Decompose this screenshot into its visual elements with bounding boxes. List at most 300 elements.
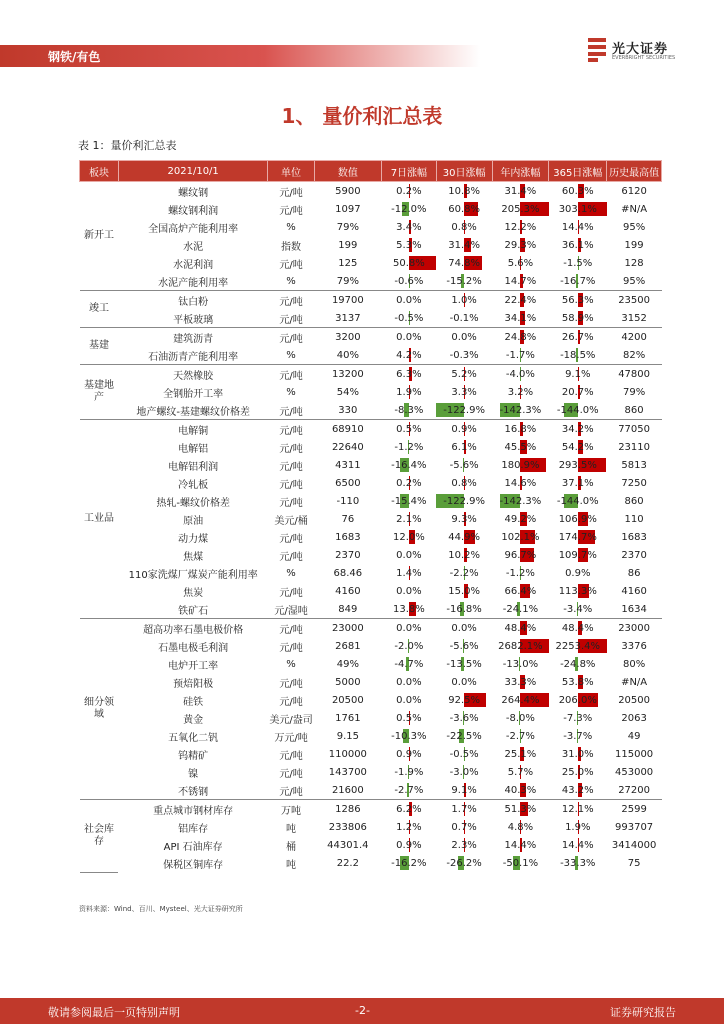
change-cell (382, 200, 437, 218)
historical-high-cell: 23000 (607, 619, 662, 638)
historical-high-cell: 128 (624, 257, 644, 269)
change-cell (382, 781, 437, 800)
change-cell (382, 818, 437, 836)
table-row (80, 836, 662, 854)
change-cell (382, 691, 437, 709)
change-value: -8.3% (394, 404, 424, 416)
table-row (80, 420, 662, 439)
item-name-cell: API 石油库存 (163, 841, 223, 853)
category-cell: 新开工 (80, 182, 119, 291)
change-cell (492, 564, 549, 582)
table-row (80, 492, 662, 510)
change-cell (436, 637, 492, 655)
change-cell (492, 836, 549, 854)
change-value: -0.3% (449, 349, 479, 361)
change-value: 1.9% (565, 821, 591, 833)
value-cell: 1761 (335, 712, 361, 724)
change-cell (549, 836, 607, 854)
unit-cell: 元/吨 (279, 587, 303, 599)
change-value: 92.5% (448, 694, 480, 706)
header-cell: 30日涨幅 (436, 161, 492, 182)
change-value: 14.4% (504, 839, 537, 851)
historical-high-cell: 5813 (621, 459, 647, 471)
item-name-cell: 平板玻璃 (173, 314, 214, 326)
change-cell (382, 346, 437, 365)
brand-subtitle: EVERBRIGHT SECURITIES (612, 55, 676, 61)
change-value: 206.0% (558, 694, 597, 706)
value-cell: 40% (336, 349, 359, 361)
change-value: 106.9% (558, 513, 597, 525)
value-cell: 4160 (335, 585, 361, 597)
change-value: 48.4% (504, 622, 537, 634)
change-value: 10.8% (448, 185, 480, 197)
section-label: 钢铁/有色 (48, 50, 101, 64)
change-value: 51.3% (504, 803, 537, 815)
table-body (80, 182, 662, 873)
value-cell: 68910 (314, 420, 381, 439)
change-cell (382, 564, 437, 582)
change-cell (436, 383, 492, 401)
change-value: 0.0% (396, 694, 422, 706)
table-row (80, 401, 662, 420)
table-row (80, 438, 662, 456)
change-cell (549, 182, 607, 201)
table-row (80, 691, 662, 709)
change-value: -2.0% (394, 640, 424, 652)
table-row (80, 309, 662, 328)
unit-cell: 美元/桶 (274, 515, 308, 527)
unit-cell: 元/吨 (279, 406, 303, 418)
change-cell (492, 727, 549, 745)
header-cell: 历史最高值 (607, 161, 662, 182)
value-cell: 125 (338, 257, 358, 269)
table-row (80, 272, 662, 291)
change-cell (382, 328, 437, 347)
table-row (80, 564, 662, 582)
historical-high-cell: 49 (627, 730, 641, 742)
change-value: -144.0% (556, 495, 599, 507)
change-value: 33.3% (504, 676, 537, 688)
change-cell (382, 254, 437, 272)
change-cell (549, 309, 607, 328)
change-value: 49.2% (504, 513, 537, 525)
change-value: 5.7% (507, 766, 534, 778)
historical-high-cell: 993707 (615, 821, 654, 833)
header-cell: 单位 (268, 161, 314, 182)
change-value: 303.1% (558, 203, 597, 215)
unit-cell: 指数 (281, 241, 302, 253)
change-cell (436, 438, 492, 456)
change-cell (549, 218, 607, 236)
historical-high-cell: 453000 (615, 766, 654, 778)
unit-cell: 万吨 (268, 800, 314, 819)
change-value: -2.7% (505, 730, 535, 742)
change-cell (549, 673, 607, 691)
change-cell (436, 763, 492, 781)
value-cell: 5000 (335, 676, 361, 688)
change-value: -5.6% (449, 640, 479, 652)
change-cell (436, 854, 492, 872)
table-row (80, 800, 662, 819)
value-cell: 79% (336, 221, 359, 233)
category-cell: 细分领域 (80, 619, 119, 800)
change-cell (492, 383, 549, 401)
change-cell (382, 456, 437, 474)
change-value: -24.8% (560, 658, 596, 670)
table-row (80, 182, 662, 201)
table-row (80, 818, 662, 836)
change-cell (436, 492, 492, 510)
table-row (80, 218, 662, 236)
change-value: -16.2% (391, 857, 427, 869)
change-value: -2.7% (394, 784, 424, 796)
change-value: 0.0% (451, 331, 477, 343)
change-cell (382, 236, 437, 254)
historical-high-cell: 27200 (618, 784, 650, 796)
table-row (80, 510, 662, 528)
change-cell (549, 637, 607, 655)
change-value: -2.2% (449, 567, 479, 579)
change-cell (382, 546, 437, 564)
change-cell (382, 272, 437, 291)
change-value: 26.7% (561, 331, 594, 343)
change-cell (492, 854, 549, 872)
change-cell (492, 781, 549, 800)
change-value: 12.1% (561, 803, 594, 815)
item-name-cell: 全国高炉产能利用率 (148, 223, 239, 235)
change-value: 13.8% (392, 603, 425, 615)
change-cell (549, 401, 607, 420)
change-cell (549, 420, 607, 439)
change-cell (436, 365, 492, 384)
item-name-cell: 镍 (188, 768, 199, 780)
change-cell (436, 309, 492, 328)
unit-cell: 桶 (286, 841, 297, 853)
change-value: -13.0% (502, 658, 539, 670)
change-cell (492, 254, 549, 272)
unit-cell: 元/吨 (279, 768, 303, 780)
change-cell (492, 745, 549, 763)
change-cell (492, 582, 549, 600)
item-name-cell: 重点城市钢材库存 (118, 800, 267, 819)
unit-cell: 元/吨 (279, 205, 303, 217)
change-cell (492, 818, 549, 836)
change-value: 10.2% (448, 549, 480, 561)
change-cell (492, 546, 549, 564)
change-value: 0.8% (451, 477, 477, 489)
change-value: 0.0% (396, 585, 422, 597)
change-value: 2.3% (451, 839, 477, 851)
change-cell (382, 619, 437, 638)
category-cell: 竣工 (80, 291, 119, 328)
change-cell (436, 564, 492, 582)
change-cell (492, 182, 549, 201)
change-cell (492, 272, 549, 291)
change-cell (382, 401, 437, 420)
item-name-cell: 电解铝 (178, 443, 209, 455)
header-cell: 7日涨幅 (382, 161, 437, 182)
change-cell (382, 655, 437, 673)
category-cell: 工业品 (80, 420, 119, 619)
historical-high-cell: 47800 (607, 365, 662, 384)
change-value: -3.6% (449, 712, 479, 724)
change-cell (549, 582, 607, 600)
table-row (80, 528, 662, 546)
change-value: -142.3% (499, 495, 542, 507)
historical-high-cell: 3414000 (611, 839, 657, 851)
unit-cell: 元/吨 (279, 443, 303, 455)
table-row (80, 474, 662, 492)
change-value: 0.9% (396, 839, 422, 851)
change-cell (436, 836, 492, 854)
change-cell (549, 510, 607, 528)
change-cell (436, 709, 492, 727)
change-value: 180.9% (501, 459, 540, 471)
change-cell (549, 655, 607, 673)
change-cell (382, 745, 437, 763)
change-cell (436, 781, 492, 800)
change-value: 4.8% (507, 821, 534, 833)
change-cell (549, 365, 607, 384)
change-cell (436, 254, 492, 272)
value-cell: 54% (336, 386, 359, 398)
change-value: -1.9% (394, 766, 424, 778)
change-value: -0.5% (394, 312, 424, 324)
change-cell (382, 291, 437, 310)
change-cell (549, 800, 607, 819)
change-value: -0.6% (394, 275, 424, 287)
table-row (80, 200, 662, 218)
value-cell: 199 (338, 239, 358, 251)
unit-cell: % (286, 386, 296, 398)
table-row (80, 637, 662, 655)
change-cell (382, 800, 437, 819)
change-cell (549, 492, 607, 510)
table-row (80, 582, 662, 600)
change-cell (382, 383, 437, 401)
change-cell (382, 637, 437, 655)
change-cell (436, 673, 492, 691)
change-value: -15.4% (391, 495, 427, 507)
unit-cell: 元/吨 (268, 182, 314, 201)
item-name-cell: 保税区铜库存 (163, 859, 224, 871)
change-value: -12.0% (391, 203, 427, 215)
change-cell (382, 438, 437, 456)
value-cell: 19700 (314, 291, 381, 310)
unit-cell: 元/吨 (279, 750, 303, 762)
change-cell (492, 291, 549, 310)
item-name-cell: 水泥 (183, 241, 204, 253)
table-row (80, 673, 662, 691)
historical-high-cell: 82% (622, 349, 646, 361)
change-value: 0.7% (451, 821, 477, 833)
change-value: 9.3% (451, 513, 477, 525)
item-name-cell: 螺纹钢 (118, 182, 267, 201)
value-cell: 1683 (335, 531, 361, 543)
unit-cell: % (286, 567, 296, 579)
unit-cell: 吨 (286, 859, 297, 871)
change-cell (382, 854, 437, 872)
historical-high-cell: 20500 (618, 694, 650, 706)
change-value: 264.4% (501, 694, 540, 706)
change-cell (492, 474, 549, 492)
item-name-cell: 建筑沥青 (118, 328, 267, 347)
change-cell (382, 365, 437, 384)
change-value: -22.5% (446, 730, 482, 742)
item-name-cell: 动力煤 (178, 533, 209, 545)
change-value: 2.1% (396, 513, 422, 525)
unit-cell: 元/吨 (268, 420, 314, 439)
item-name-cell: 不锈钢 (178, 786, 209, 798)
change-value: 96.7% (504, 549, 537, 561)
historical-high-cell: 1683 (621, 531, 647, 543)
change-value: 1.9% (396, 386, 422, 398)
change-cell (549, 546, 607, 564)
brand-name: 光大证券 (612, 42, 669, 57)
change-cell (382, 492, 437, 510)
value-cell: 9.15 (336, 730, 359, 742)
change-value: 4.2% (396, 349, 422, 361)
change-cell (382, 836, 437, 854)
change-cell (436, 420, 492, 439)
change-value: -7.3% (563, 712, 593, 724)
change-value: -4.7% (394, 658, 424, 670)
change-cell (549, 474, 607, 492)
value-cell: 1097 (335, 203, 361, 215)
table-row (80, 709, 662, 727)
table-row (80, 236, 662, 254)
change-cell (436, 272, 492, 291)
historical-high-cell: 80% (622, 658, 646, 670)
change-cell (492, 510, 549, 528)
table-row (80, 365, 662, 384)
table-row (80, 763, 662, 781)
item-name-cell: 石墨电极毛利润 (158, 642, 229, 654)
table-row (80, 291, 662, 310)
historical-high-cell: 75 (627, 857, 641, 869)
change-value: 3.3% (451, 386, 477, 398)
change-cell (436, 200, 492, 218)
change-value: 12.0% (392, 531, 425, 543)
change-cell (492, 420, 549, 439)
change-value: 14.7% (504, 275, 537, 287)
change-value: -1.2% (505, 567, 535, 579)
change-value: 1.2% (396, 821, 422, 833)
change-value: -142.3% (499, 404, 542, 416)
change-cell (382, 727, 437, 745)
historical-high-cell: 2599 (607, 800, 662, 819)
table-row (80, 546, 662, 564)
unit-cell: 元/吨 (279, 314, 303, 326)
historical-high-cell: 2370 (621, 549, 647, 561)
change-cell (549, 328, 607, 347)
change-cell (382, 182, 437, 201)
change-cell (436, 619, 492, 638)
change-cell (492, 619, 549, 638)
change-cell (492, 438, 549, 456)
change-cell (436, 218, 492, 236)
item-name-cell: 黄金 (183, 714, 204, 726)
disclaimer-link[interactable]: 敬请参阅最后一页特别声明 (48, 1006, 180, 1019)
change-value: 45.5% (504, 441, 537, 453)
value-cell: 233806 (328, 821, 367, 833)
category-cell: 基建地产 (80, 365, 119, 420)
unit-cell: 元/湿吨 (274, 605, 308, 617)
value-cell: 22640 (331, 441, 364, 453)
change-value: -16.7% (560, 275, 596, 287)
item-name-cell: 铁矿石 (178, 605, 209, 617)
unit-cell: % (286, 349, 296, 361)
change-value: 0.0% (396, 294, 422, 306)
change-cell (436, 328, 492, 347)
value-cell: 110000 (328, 748, 367, 760)
change-value: 0.5% (396, 423, 422, 435)
value-cell: 49% (336, 658, 359, 670)
unit-cell: 元/吨 (268, 365, 314, 384)
table-row (80, 346, 662, 365)
unit-cell: 元/吨 (279, 696, 303, 708)
change-value: -144.0% (556, 404, 599, 416)
change-cell (492, 800, 549, 819)
change-cell (382, 582, 437, 600)
unit-cell: 元/吨 (279, 533, 303, 545)
change-cell (382, 420, 437, 439)
historical-high-cell: 4160 (621, 585, 647, 597)
change-cell (549, 438, 607, 456)
change-value: 36.1% (561, 239, 594, 251)
header-cell: 板块 (80, 161, 119, 182)
change-cell (436, 818, 492, 836)
change-value: 6.1% (451, 441, 477, 453)
historical-high-cell: 860 (624, 404, 644, 416)
change-value: 5.2% (451, 368, 477, 380)
item-name-cell: 硅铁 (183, 696, 204, 708)
change-value: 0.8% (451, 221, 477, 233)
logo-icon (588, 38, 606, 62)
change-cell (549, 346, 607, 365)
change-cell (492, 309, 549, 328)
header-cell: 年内涨幅 (492, 161, 549, 182)
change-cell (549, 763, 607, 781)
change-cell (436, 182, 492, 201)
change-value: -26.2% (446, 857, 482, 869)
change-value: -0.1% (449, 312, 479, 324)
change-value: 2253.4% (555, 640, 601, 652)
item-name-cell: 冷轧板 (178, 479, 209, 491)
table-row (80, 600, 662, 619)
change-cell (436, 291, 492, 310)
change-value: 205.3% (501, 203, 540, 215)
unit-cell: % (286, 658, 296, 670)
change-value: 74.8% (448, 257, 480, 269)
change-value: 0.0% (396, 549, 422, 561)
value-cell: 2681 (335, 640, 361, 652)
change-value: -10.3% (391, 730, 427, 742)
change-value: 0.9% (565, 567, 591, 579)
value-cell: 79% (336, 275, 359, 287)
change-cell (436, 691, 492, 709)
value-cell: 68.46 (333, 567, 363, 579)
change-cell (492, 492, 549, 510)
value-cell: 2370 (335, 549, 361, 561)
change-cell (436, 655, 492, 673)
change-value: 0.0% (396, 676, 422, 688)
change-value: 20.7% (561, 386, 594, 398)
change-value: 29.3% (504, 239, 537, 251)
section-title: 1、 量价利汇总表 (281, 104, 443, 128)
change-cell (382, 474, 437, 492)
historical-high-cell: 3152 (621, 312, 647, 324)
